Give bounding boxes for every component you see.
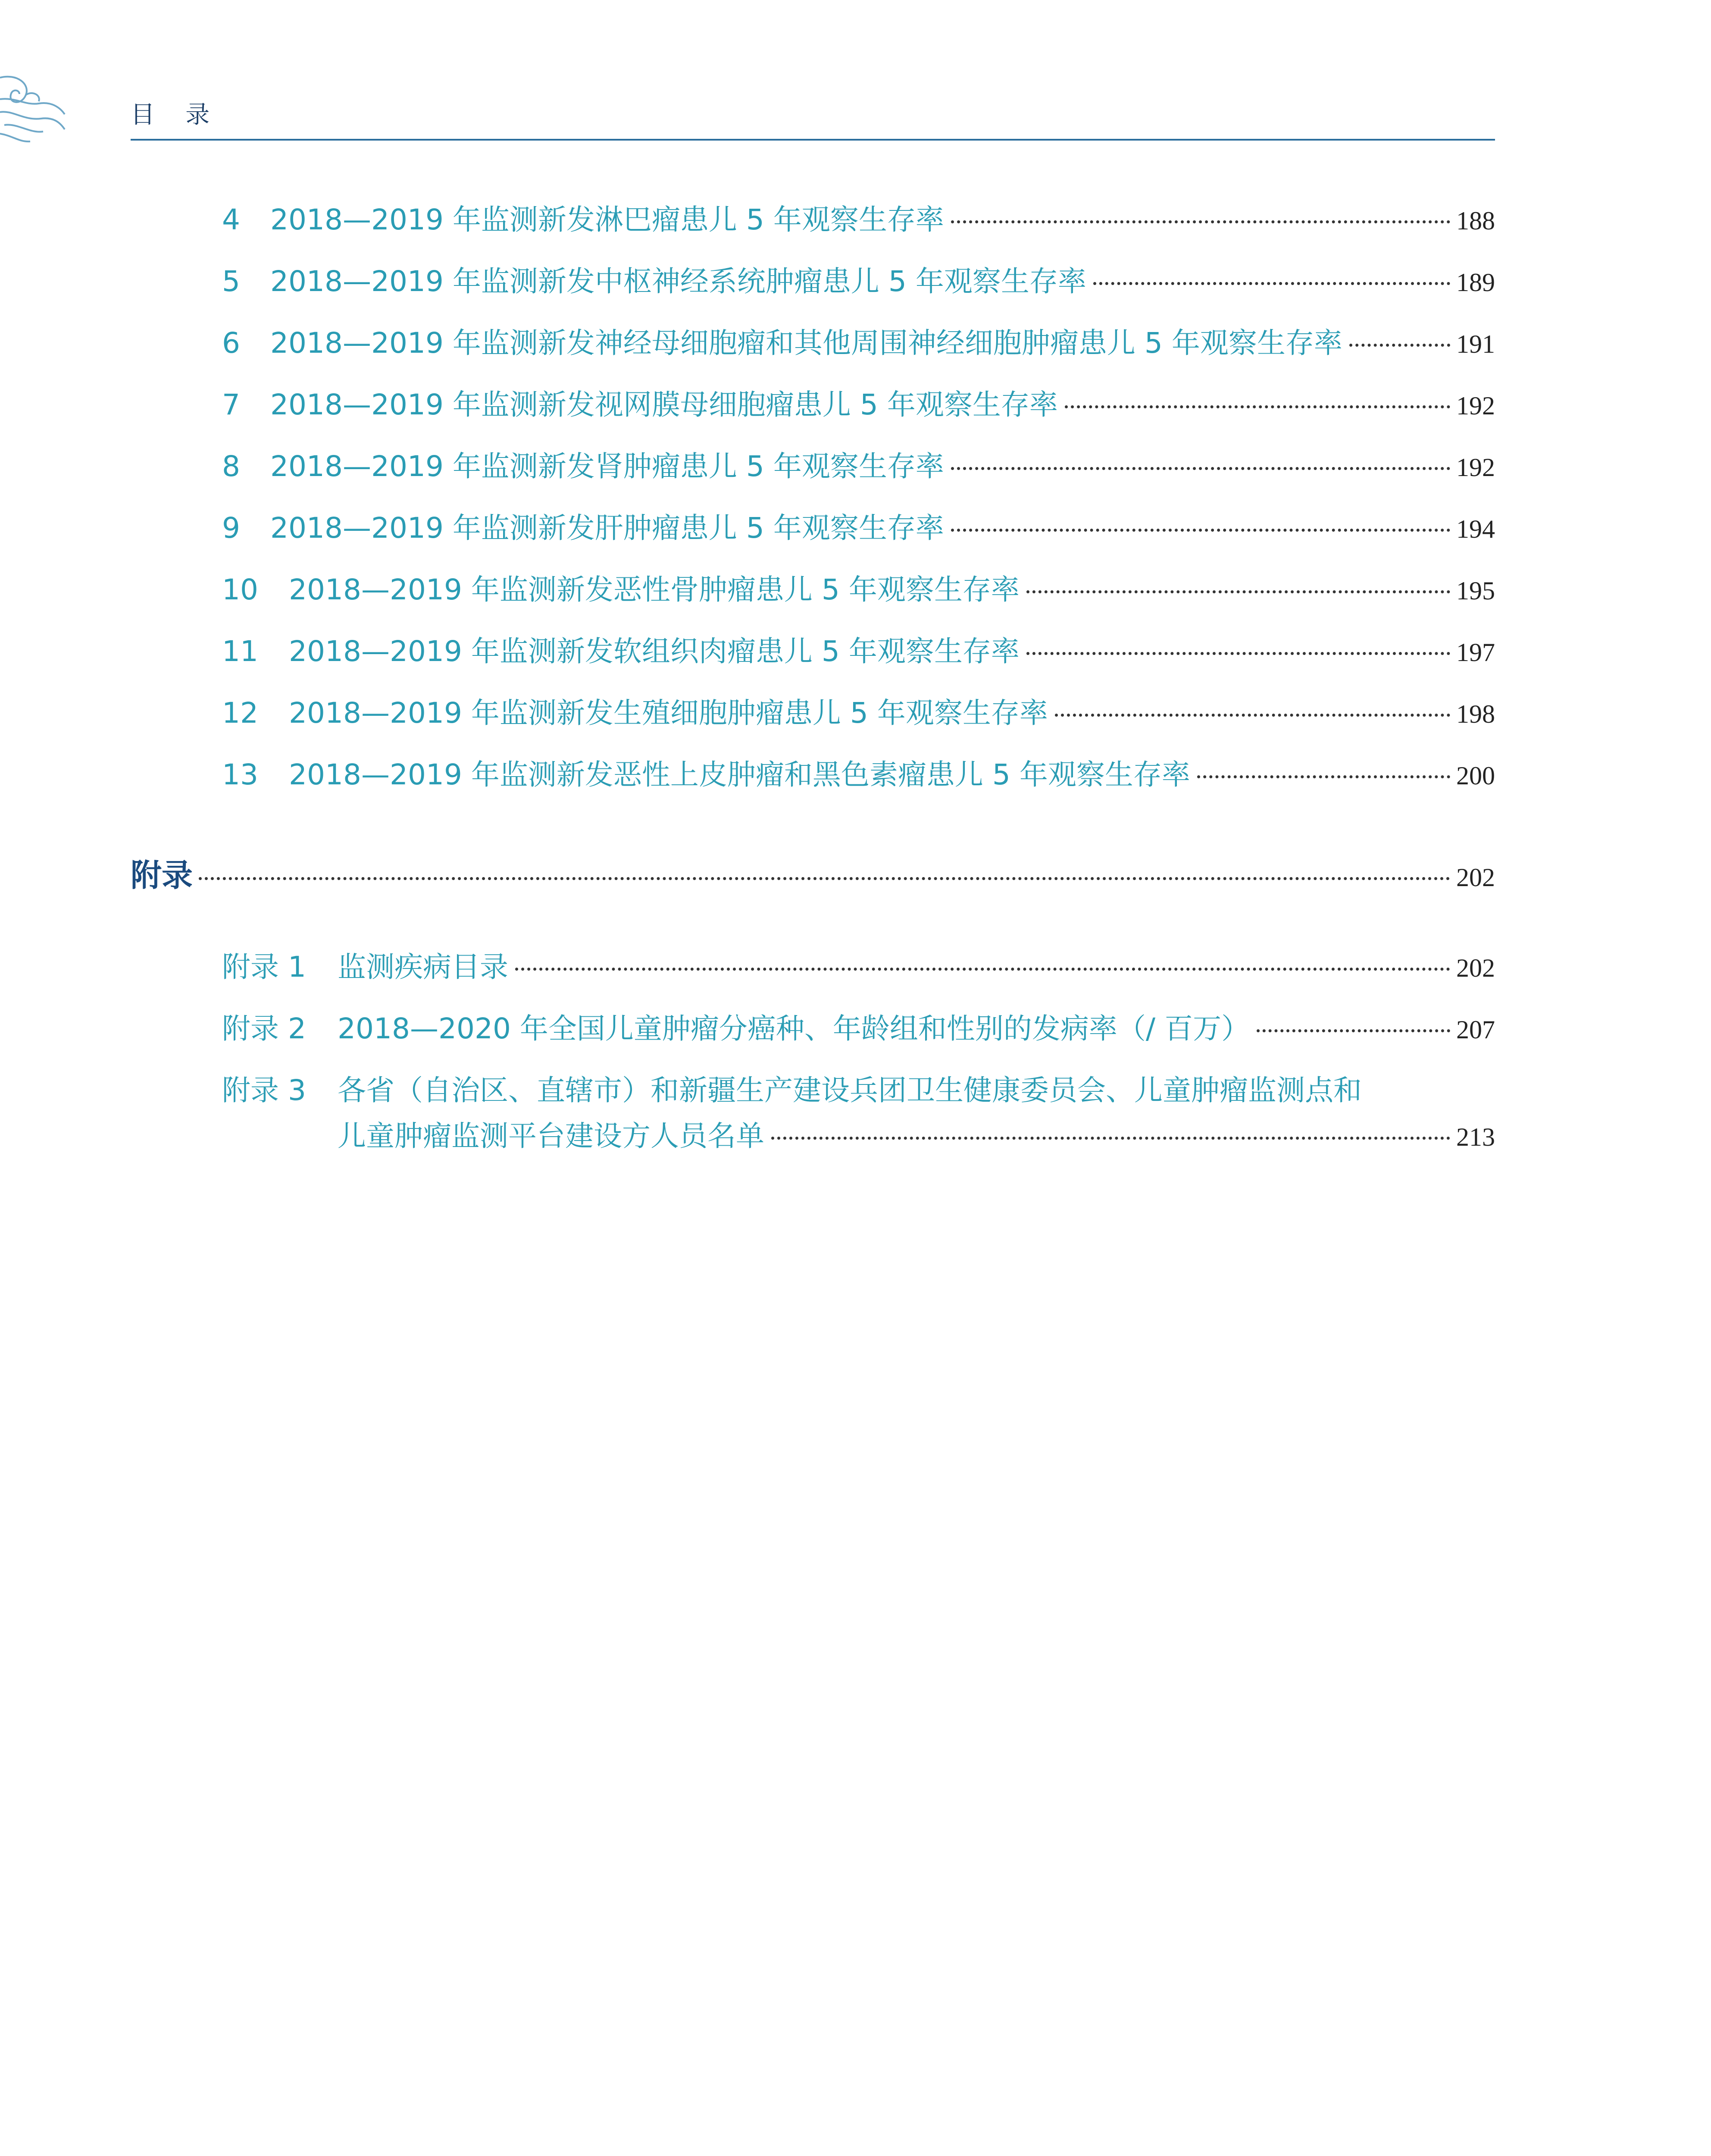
- appendix-entry[interactable]: [222, 946, 1495, 989]
- toc-entry-title: 2018—2019 年监测新发肾肿瘤患儿 5 年观察生存率: [270, 450, 944, 483]
- toc-entry-title: 2018—2019 年监测新发生殖细胞肿瘤患儿 5 年观察生存率: [289, 696, 1048, 730]
- appendix-entry[interactable]: [222, 1007, 1495, 1050]
- toc-entry-number: 12: [222, 696, 258, 730]
- toc-entry[interactable]: [222, 322, 1495, 365]
- appendix-section-page: 202: [1456, 863, 1495, 892]
- toc-entry-title: 2018—2019 年监测新发恶性骨肿瘤患儿 5 年观察生存率: [289, 573, 1020, 606]
- toc-entry-number: 7: [222, 388, 240, 421]
- appendix-entry-page: 207: [1456, 1015, 1495, 1044]
- dot-leader: [515, 968, 1450, 971]
- cloud-ornament-icon: [0, 65, 69, 147]
- toc-entry-number: 10: [222, 573, 258, 606]
- appendix-entry-title: 各省（自治区、直辖市）和新疆生产建设兵团卫生健康委员会、儿童肿瘤监测点和: [338, 1074, 1362, 1107]
- toc-entry-number: 8: [222, 450, 240, 483]
- toc-entry[interactable]: [222, 753, 1495, 796]
- appendix-entry-continuation[interactable]: [338, 1115, 1495, 1158]
- appendix-entry-title-continued: 儿童肿瘤监测平台建设方人员名单: [338, 1119, 764, 1153]
- dot-leader: [1093, 282, 1450, 285]
- dot-leader: [1197, 775, 1450, 778]
- toc-entry[interactable]: [222, 198, 1495, 241]
- toc-entry[interactable]: [222, 445, 1495, 488]
- toc-entry-page: 192: [1456, 453, 1495, 482]
- toc-entry-number: 6: [222, 326, 240, 360]
- appendix-entry-label: 附录 1: [222, 950, 306, 984]
- toc-entry-page: 189: [1456, 268, 1495, 297]
- appendix-section[interactable]: [131, 854, 1495, 897]
- toc-entry-title: 2018—2019 年监测新发神经母细胞瘤和其他周围神经细胞肿瘤患儿 5 年观察生存率: [270, 326, 1342, 360]
- toc-entry-page: 200: [1456, 761, 1495, 790]
- toc-entry-title: 2018—2019 年监测新发淋巴瘤患儿 5 年观察生存率: [270, 203, 944, 236]
- appendix-entry-title: 2018—2020 年全国儿童肿瘤分癌种、年龄组和性别的发病率（/ 百万）: [338, 1012, 1250, 1045]
- dot-leader: [1065, 405, 1450, 408]
- dot-leader: [1349, 344, 1450, 347]
- dot-leader: [951, 529, 1450, 532]
- dot-leader: [771, 1137, 1450, 1140]
- toc-entry-page: 198: [1456, 700, 1495, 728]
- toc-entry-number: 5: [222, 265, 240, 298]
- header-rule: [131, 139, 1495, 141]
- appendix-entry[interactable]: [222, 1069, 1495, 1112]
- appendix-entry-page: 213: [1456, 1123, 1495, 1151]
- toc-entry[interactable]: [222, 630, 1495, 673]
- dot-leader: [951, 467, 1450, 470]
- dot-leader: [1026, 590, 1450, 593]
- toc-entry-title: 2018—2019 年监测新发软组织肉瘤患儿 5 年观察生存率: [289, 635, 1020, 668]
- toc-entry-title: 2018—2019 年监测新发恶性上皮肿瘤和黑色素瘤患儿 5 年观察生存率: [289, 758, 1190, 791]
- toc-entry-page: 197: [1456, 638, 1495, 667]
- toc-entry-title: 2018—2019 年监测新发肝肿瘤患儿 5 年观察生存率: [270, 511, 944, 545]
- appendix-entry-label: 附录 2: [222, 1012, 306, 1045]
- dot-leader: [199, 877, 1450, 880]
- toc-entry-page: 195: [1456, 577, 1495, 605]
- dot-leader: [951, 220, 1450, 223]
- appendix-section-title: 附录: [131, 857, 193, 893]
- dot-leader: [1026, 652, 1450, 655]
- toc-entry-page: 192: [1456, 392, 1495, 420]
- toc-entry[interactable]: [222, 692, 1495, 735]
- dot-leader: [1055, 714, 1450, 717]
- appendix-entry-page: 202: [1456, 954, 1495, 982]
- toc-entry-number: 13: [222, 758, 258, 791]
- toc-entry-page: 194: [1456, 515, 1495, 543]
- toc-entry-number: 9: [222, 511, 240, 545]
- dot-leader: [1257, 1029, 1450, 1032]
- page-header-title: 目 录: [131, 101, 210, 129]
- toc-entry-number: 11: [222, 635, 258, 668]
- toc-entry-page: 188: [1456, 207, 1495, 235]
- toc-entry[interactable]: [222, 260, 1495, 303]
- toc-entry-page: 191: [1456, 330, 1495, 358]
- toc-entry[interactable]: [222, 568, 1495, 611]
- appendix-entry-label: 附录 3: [222, 1074, 306, 1107]
- toc-entry-number: 4: [222, 203, 240, 236]
- toc-entry[interactable]: [222, 383, 1495, 426]
- appendix-entry-title: 监测疾病目录: [338, 950, 508, 984]
- toc-entry-title: 2018—2019 年监测新发中枢神经系统肿瘤患儿 5 年观察生存率: [270, 265, 1086, 298]
- toc-entry-title: 2018—2019 年监测新发视网膜母细胞瘤患儿 5 年观察生存率: [270, 388, 1058, 421]
- toc-entry[interactable]: [222, 507, 1495, 550]
